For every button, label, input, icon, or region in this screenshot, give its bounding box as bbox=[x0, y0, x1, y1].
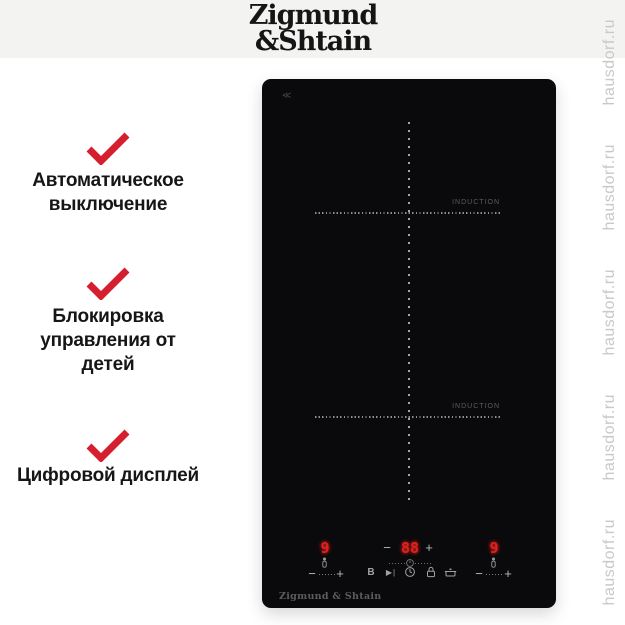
keep-warm-button-icon bbox=[444, 566, 457, 578]
induction-cooktop bbox=[262, 79, 556, 608]
timer-plus-button: + bbox=[425, 540, 433, 555]
watermark-text: hausdorf.ru bbox=[601, 144, 618, 231]
watermark-text: hausdorf.ru bbox=[601, 394, 618, 481]
brand-line2: &Shtain bbox=[254, 26, 372, 57]
left-zone-plus-button: + bbox=[336, 566, 344, 581]
boost-button: B bbox=[367, 567, 375, 578]
surface-mark: ≪ bbox=[282, 90, 292, 100]
pause-button: ▶| bbox=[385, 568, 397, 577]
watermark-text: hausdorf.ru bbox=[601, 19, 618, 106]
watermark-text: hausdorf.ru bbox=[601, 269, 618, 356]
feature-digital-display: Цифровой дисплей bbox=[16, 465, 200, 486]
watermark-column bbox=[595, 0, 625, 625]
timer-display: 88 bbox=[400, 539, 420, 557]
zone-divider-dotted-line bbox=[408, 122, 410, 500]
left-zone-power-display: 9 bbox=[320, 539, 330, 557]
cooktop-brand-print: Zigmund & Shtain bbox=[279, 591, 382, 602]
timer-dotted-line bbox=[415, 563, 431, 564]
timer-button-icon bbox=[404, 566, 416, 578]
left-zone-select-icon bbox=[320, 557, 329, 568]
checkmark-icon bbox=[85, 266, 131, 300]
watermark-text: hausdorf.ru bbox=[601, 519, 618, 606]
child-lock-button-icon bbox=[425, 566, 437, 578]
zone-top-label: INDUCTION bbox=[452, 199, 500, 206]
zone-bottom-cross-line bbox=[315, 416, 501, 418]
right-zone-power-display: 9 bbox=[489, 539, 499, 557]
right-zone-plus-button: + bbox=[504, 566, 512, 581]
brand-line1: Zigmund bbox=[248, 0, 378, 31]
right-zone-minus-button: − bbox=[475, 566, 483, 581]
timer-dotted-line bbox=[389, 563, 405, 564]
feature-auto-off: Автоматическое выключение bbox=[32, 170, 184, 215]
zone-top-cross-line bbox=[315, 212, 501, 214]
zone-bottom-label: INDUCTION bbox=[452, 403, 500, 410]
timer-minus-button: − bbox=[383, 540, 391, 555]
checkmark-icon bbox=[85, 131, 131, 165]
left-zone-minus-button: − bbox=[308, 566, 316, 581]
checkmark-icon bbox=[85, 428, 131, 462]
feature-child-lock: Блокировка управления от детей bbox=[40, 306, 176, 375]
right-zone-select-icon bbox=[489, 557, 498, 568]
right-zone-slider-dots bbox=[486, 574, 502, 575]
brand-logo bbox=[228, 0, 398, 57]
